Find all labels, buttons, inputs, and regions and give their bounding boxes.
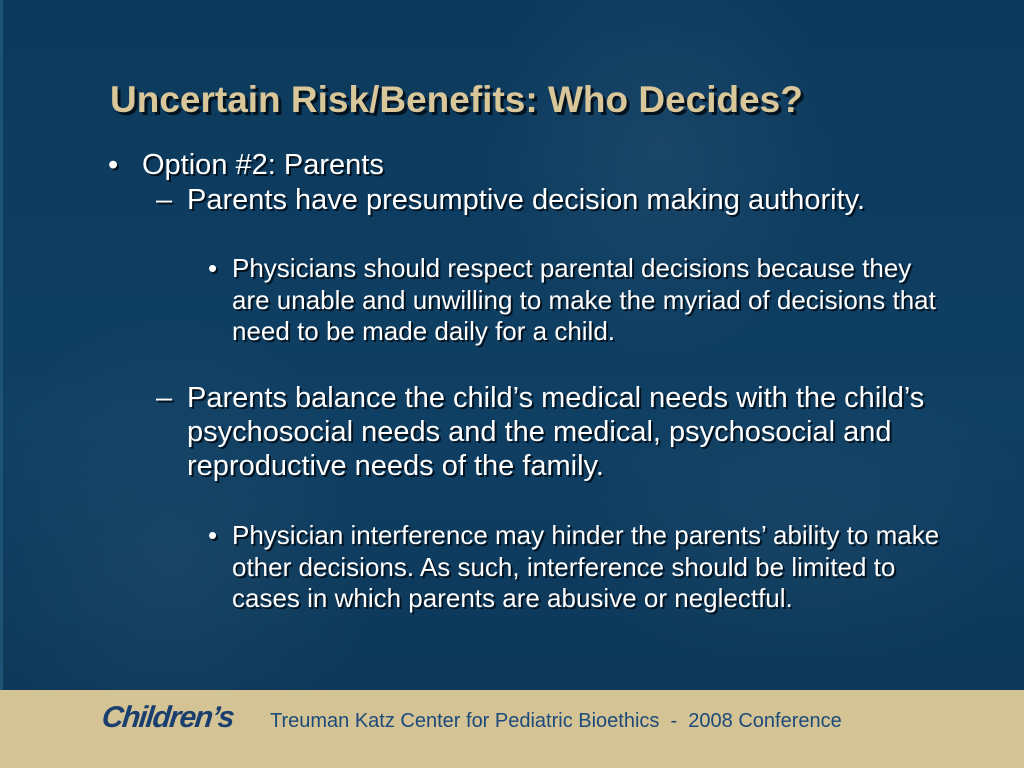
footer-band bbox=[0, 690, 1024, 768]
bullet-marker-point-a-sub: • bbox=[208, 253, 218, 283]
slide-left-border bbox=[0, 0, 3, 690]
dash-marker-point-a: – bbox=[156, 184, 173, 216]
dash-marker-point-b: – bbox=[156, 382, 173, 414]
bullet-point-b-sub: Physician interference may hinder the parents’ ability to make other decisions. As such, interference should be limited to cases in which parents are abusive or neglectful. bbox=[232, 520, 940, 613]
bullet-point-b: Parents balance the child’s medical needs with the child’s psychosocial needs and the medical, psychosocial and reproductive needs of the family. bbox=[187, 382, 925, 482]
bullet-option: Option #2: Parents bbox=[142, 149, 384, 181]
bullet-point-a-sub: Physicians should respect parental decisions because they are unable and unwilling to make the myriad of decisions that need to be made daily for a child. bbox=[232, 253, 936, 346]
slide-title: Uncertain Risk/Benefits: Who Decides? bbox=[110, 79, 803, 120]
footer-caption: Treuman Katz Center for Pediatric Bioethics - 2008 Conference bbox=[270, 710, 842, 732]
childrens-logo: Children’s bbox=[100, 701, 235, 734]
bullet-marker-level1: • bbox=[108, 149, 119, 181]
bullet-point-a: Parents have presumptive decision making authority. bbox=[187, 184, 866, 216]
bullet-marker-point-b-sub: • bbox=[208, 520, 218, 550]
